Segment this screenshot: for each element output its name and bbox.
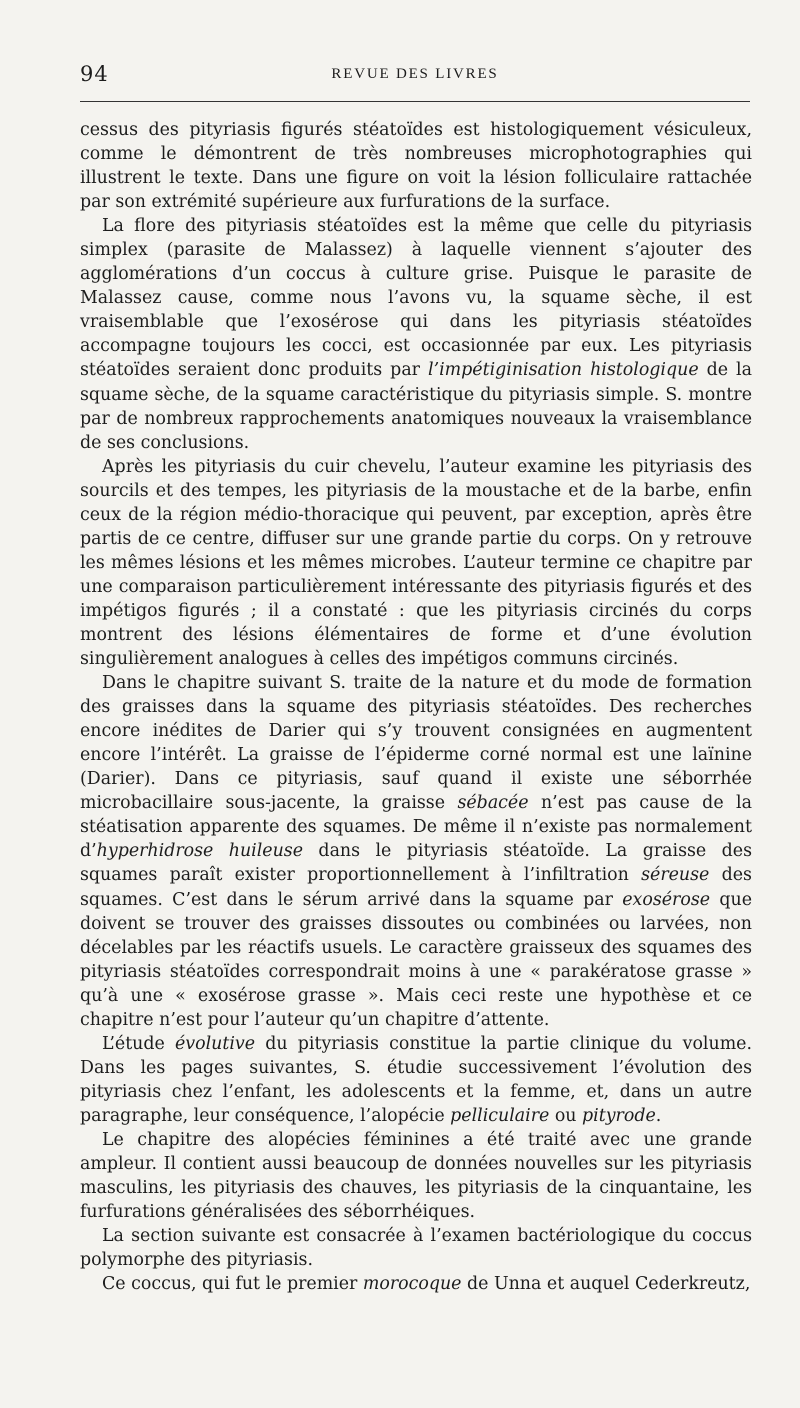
text-run: Le chapitre des alopécies féminines a été traité avec une grande ampleur. Il contient aussi beaucoup de données nouvelles sur les pityriasis masculins, les pityriasis des chauves, les pityriasis de la cinquantaine, les furfurations généralisées des séborrhéiques. [80, 1129, 752, 1223]
body-text [80, 118, 752, 1296]
text-run: Ce coccus, qui fut le premier [102, 1274, 363, 1295]
italic-text: séreuse [641, 865, 710, 886]
paragraph [80, 1128, 752, 1224]
text-run: La flore des pityriasis stéatoïdes est la même que celle du pityriasis simplex (parasite de Malassez) à laquelle viennent s’ajouter des agglomérations d’un coccus à culture grise. Puisque le parasite de Malassez cause, comme nous l’avons vu, la squame sèche, il est vraisemblable que l’exosérose qui dans les pityriasis stéatoïdes accompagne toujours les cocci, est occasionnée par eux. Les pityriasis stéatoïdes seraient donc produits par [80, 216, 752, 381]
italic-text: sébacée [457, 793, 529, 814]
page-number: 94 [80, 62, 109, 86]
italic-text: l’impétiginisation histologique [428, 360, 699, 381]
paragraph [80, 1272, 752, 1296]
text-run: n’est pas cause de la stéatisation apparente des squames. De même il n’existe pas normalement d’ [80, 793, 752, 862]
running-title: REVUE DES LIVRES [331, 66, 499, 82]
text-run: Dans le chapitre suivant S. traite de la nature et du mode de formation des graisses dans la squame des pityriasis stéatoïdes. Des recherches encore inédites de Darier qui s’y trouvent consignées en augmentent encore l’intérêt. La graisse de l’épiderme corné normal est une laïnine (Darier). Dans ce pityriasis, sauf quand il existe une séborrhée microbacillaire sous-jacente, la graisse [80, 673, 752, 814]
text-run: dans le pityriasis stéatoïde. La graisse des squames paraît exister proportionnellement à l’infiltration [80, 841, 752, 886]
text-run: cessus des pityriasis figurés stéatoïdes est histologiquement vésiculeux, comme le démontrent de très nombreuses microphotographies qui illustrent le texte. Dans une figure on voit la lésion folliculaire rattachée par son extrémité supérieure aux furfurations de la surface. [80, 120, 752, 213]
text-run: des squames. C’est dans le sérum arrivé dans la squame par [80, 865, 752, 910]
italic-text: évolutive [175, 1033, 256, 1054]
text-run: que doivent se trouver des graisses dissoutes ou combinées ou larvées, non décelables par les réactifs usuels. Le caractère graisseux des squames des pityriasis stéatoïdes correspondrait moins à une « parakératose grasse » qu’à une « exosérose grasse ». Mais ceci reste une hypothèse et ce chapitre n’est pour l’auteur qu’un chapitre d’attente. [80, 889, 752, 1030]
text-run: de Unna et auquel Cederkreutz, [461, 1274, 751, 1295]
text-run: ou [549, 1105, 583, 1126]
italic-text: pelliculaire [450, 1105, 550, 1126]
paragraph [80, 214, 752, 454]
paragraph [80, 455, 752, 671]
text-run: de la squame sèche, de la squame caractéristique du pityriasis simple. S. montre par de nombreux rapprochements anatomiques nouveaux la vraisemblance de ses conclusions. [80, 360, 752, 453]
header-rule [80, 101, 750, 102]
page-header [80, 62, 750, 88]
text-run: L’étude [102, 1033, 176, 1054]
italic-text: morocoque [362, 1274, 462, 1295]
paragraph [80, 1032, 752, 1128]
text-run: du pityriasis constitue la partie clinique du volume. Dans les pages suivantes, S. étudie successivement l’évolution des pityriasis chez l’enfant, les adolescents et la femme, et, dans un autre paragraphe, leur conséquence, l’alopécie [80, 1033, 752, 1126]
italic-text: exosérose [622, 889, 711, 910]
paragraph [80, 671, 752, 1032]
text-run: La section suivante est consacrée à l’examen bactériologique du coccus polymorphe des pityriasis. [80, 1226, 752, 1271]
paragraph [80, 118, 752, 214]
text-run: Après les pityriasis du cuir chevelu, l’auteur examine les pityriasis des sourcils et des tempes, les pityriasis de la moustache et de la barbe, enfin ceux de la région médio-thoracique qui peuvent, par exception, après être partis de ce centre, diffuser sur une grande partie du corps. On y retrouve les mêmes lésions et les mêmes microbes. L’auteur termine ce chapitre par une comparaison particulièrement intéressante des pityriasis figurés et des impétigos figurés ; il a constaté : que les pityriasis circinés du corps montrent des lésions élémentaires de forme et d’une évolution singulièrement analogues à celles des impétigos communs circinés. [80, 456, 752, 670]
italic-text: hyperhidrose huileuse [96, 841, 303, 862]
text-run: . [655, 1105, 662, 1126]
paragraph [80, 1224, 752, 1272]
italic-text: pityrode [582, 1105, 656, 1126]
